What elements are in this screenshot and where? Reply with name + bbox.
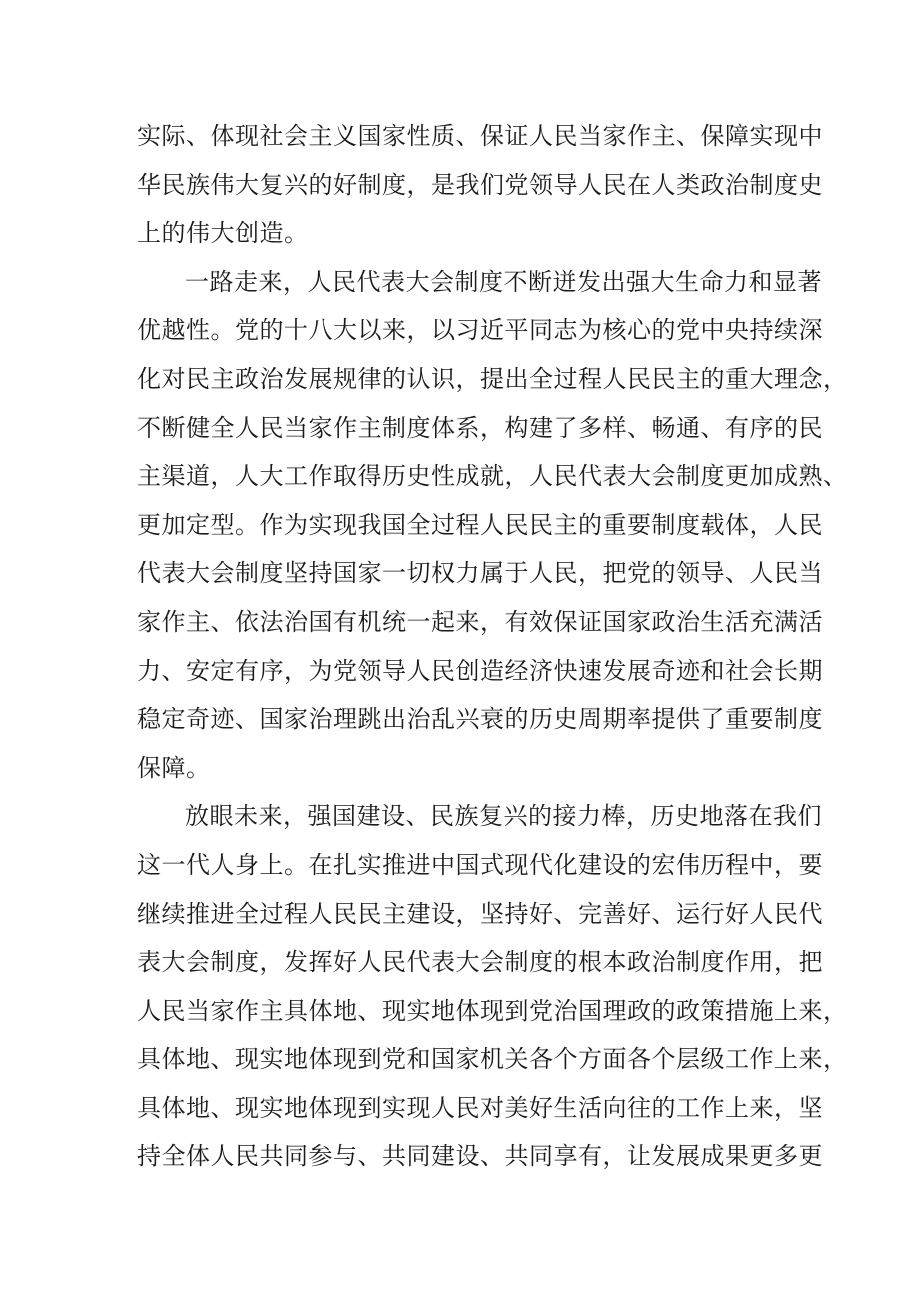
paragraph-line: 一路走来，人民代表大会制度不断迸发出强大生命力和显著 xyxy=(185,267,822,296)
paragraph-line: 家作主、依法治国有机统一起来，有效保证国家政治生活充满活 xyxy=(137,607,823,636)
paragraph-line: 稳定奇迹、国家治理跳出治乱兴衰的历史周期率提供了重要制度 xyxy=(137,705,823,734)
paragraph-line: 优越性。党的十八大以来，以习近平同志为核心的党中央持续深 xyxy=(137,316,823,345)
paragraph-line: 具体地、现实地体现到党和国家机关各个方面各个层级工作上来， xyxy=(137,1045,848,1074)
paragraph-line: 华民族伟大复兴的好制度，是我们党领导人民在人类政治制度史 xyxy=(137,170,823,199)
paragraph-line: 表大会制度，发挥好人民代表大会制度的根本政治制度作用，把 xyxy=(137,948,823,977)
paragraph-line: 保障。 xyxy=(137,753,211,782)
paragraph-line: 力、安定有序，为党领导人民创造经济快速发展奇迹和社会长期 xyxy=(137,656,823,685)
paragraph-line: 代表大会制度坚持国家一切权力属于人民，把党的领导、人民当 xyxy=(137,559,823,588)
paragraph-line: 具体地、现实地体现到实现人民对美好生活向往的工作上来，坚 xyxy=(137,1093,823,1122)
paragraph-line: 人民当家作主具体地、现实地体现到党治国理政的政策措施上来， xyxy=(137,996,848,1025)
paragraph-line: 上的伟大创造。 xyxy=(137,219,309,248)
paragraph-line: 继续推进全过程人民民主建设，坚持好、完善好、运行好人民代 xyxy=(137,899,823,928)
paragraph-line: 主渠道，人大工作取得历史性成就，人民代表大会制度更加成熟、 xyxy=(137,462,848,491)
paragraph-2 xyxy=(137,258,848,793)
paragraph-line: 这一代人身上。在扎实推进中国式现代化建设的宏伟历程中，要 xyxy=(137,850,823,879)
paragraph-3 xyxy=(137,792,848,1181)
paragraph-line: 更加定型。作为实现我国全过程人民民主的重要制度载体，人民 xyxy=(137,510,823,539)
paragraph-line: 实际、体现社会主义国家性质、保证人民当家作主、保障实现中 xyxy=(137,122,823,150)
paragraph-line: 持全体人民共同参与、共同建设、共同享有，让发展成果更多更 xyxy=(137,1142,823,1171)
document-body xyxy=(137,112,848,1181)
paragraph-1 xyxy=(137,112,823,258)
paragraph-line: 放眼未来，强国建设、民族复兴的接力棒，历史地落在我们 xyxy=(185,802,822,831)
paragraph-line: 化对民主政治发展规律的认识，提出全过程人民民主的重大理念， xyxy=(137,364,848,393)
paragraph-line: 不断健全人民当家作主制度体系，构建了多样、畅通、有序的民 xyxy=(137,413,823,442)
